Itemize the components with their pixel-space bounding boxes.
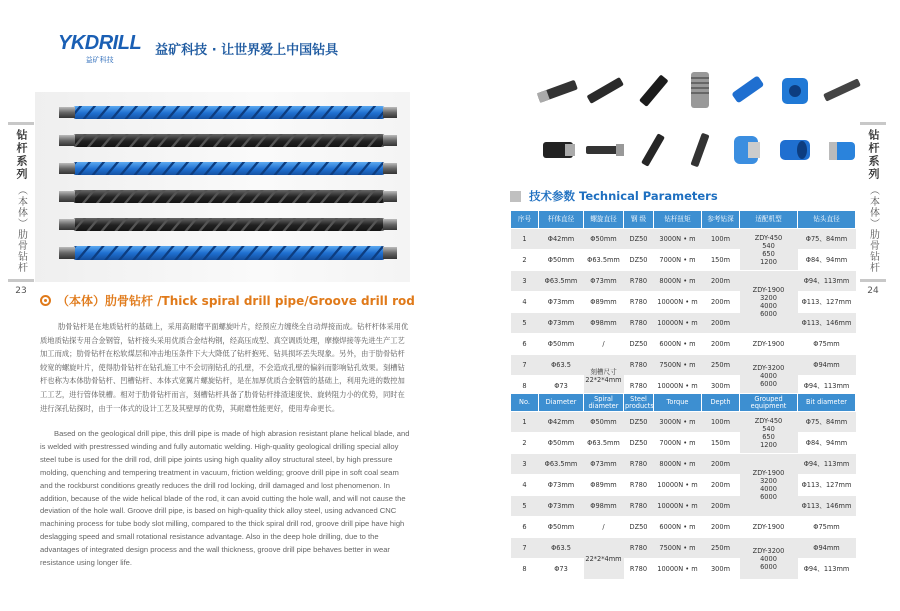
table-cell: 100m: [702, 412, 740, 433]
table-cell: DZ50: [624, 334, 654, 355]
table-cell: R780: [624, 313, 654, 334]
table-cell: 200m: [702, 313, 740, 334]
table-cell: 200m: [702, 454, 740, 475]
table-body: [511, 229, 856, 397]
table-row: [511, 496, 856, 517]
table-row: [511, 454, 856, 475]
table-cell: 7500N • m: [654, 355, 702, 376]
table-cell: 3: [511, 454, 539, 475]
table-cell: 4: [511, 475, 539, 496]
table-cell: Φ94、113mm: [798, 454, 856, 475]
blue-sleeve-thumbnail: [819, 128, 865, 172]
column-header: Torque: [654, 394, 702, 412]
table-cell: R780: [624, 538, 654, 559]
table-cell: 7: [511, 538, 539, 559]
steel-rod-thumbnail: [819, 68, 865, 112]
table-cell: 10000N • m: [654, 376, 702, 397]
black-coupling-thumbnail: [535, 128, 581, 172]
table-row: [511, 313, 856, 334]
column-header: 适配机型: [740, 211, 798, 229]
rig-model-cell: ZDY-1900: [740, 334, 798, 355]
groove-size-cell: 刻槽尺寸 22*2*4mm: [584, 355, 624, 397]
column-header: 参考钻深: [702, 211, 740, 229]
table-cell: Φ73mm: [539, 292, 584, 313]
table-cell: 10000N • m: [654, 313, 702, 334]
groove-size-cell: 22*2*4mm: [584, 538, 624, 580]
left-side-tab: [8, 122, 34, 296]
table-cell: 3000N • m: [654, 412, 702, 433]
table-cell: 100m: [702, 229, 740, 250]
table-row: [511, 334, 856, 355]
table-cell: Φ50mm: [539, 250, 584, 271]
rig-model-cell: ZDY-3200 4000 6000: [740, 355, 798, 397]
table-cell: 5: [511, 496, 539, 517]
table-body: [511, 412, 856, 580]
table-cell: DZ50: [624, 433, 654, 454]
table-cell: 2: [511, 433, 539, 454]
product-thumbnails-row-1: [535, 68, 865, 112]
drill-pipes-illustration: [35, 92, 410, 282]
thread-joint-thumbnail: [677, 68, 723, 112]
table-cell: Φ63.5: [539, 355, 584, 376]
series-label: 钻杆系列: [15, 129, 28, 181]
table-cell: 7000N • m: [654, 433, 702, 454]
table-cell: 6000N • m: [654, 334, 702, 355]
table-cell: 200m: [702, 475, 740, 496]
table-cell: R780: [624, 475, 654, 496]
rod-end-thumbnail: [582, 128, 628, 172]
table-cell: 10000N • m: [654, 475, 702, 496]
table-cell: R780: [624, 376, 654, 397]
table-cell: 150m: [702, 250, 740, 271]
table-cell: Φ94、113mm: [798, 376, 856, 397]
spec-table-english: [510, 393, 856, 580]
short-rod-thumbnail: [677, 128, 723, 172]
logo-sub: 益矿科技: [85, 56, 114, 64]
table-cell: Φ42mm: [539, 229, 584, 250]
table-row: [511, 412, 856, 433]
table-cell: R780: [624, 454, 654, 475]
table-cell: R780: [624, 271, 654, 292]
table-cell: 8000N • m: [654, 271, 702, 292]
table-row: [511, 559, 856, 580]
table-cell: 150m: [702, 433, 740, 454]
column-header: Steel products: [625, 394, 654, 410]
rig-model-cell: ZDY-450 540 650 1200: [740, 412, 798, 454]
table-cell: 200m: [702, 334, 740, 355]
description-english: Based on the geological drill pipe, this drill pipe is made of high abrasion resistant plane helical blade, and is welded with prestressed winding and fully automatic welding. High-quality geological drilling special alloy steel tube is used for the drill rod, drill pipe joints using high quality alloy structural steel, by high pressure molding, quenching and tempering treatment in vacuum, friction welding; groove drill pipe in soft coal seam and the rockburst conditions greatly reduces the drill rod locking, drill damaged and lost phenomenon. In addition, because of the wide helical blade of the rod, it can avoid cutting the hole wall, and will not cause the deviation of the hole wall. Groove drill pipe, is based on high-quality thick alloy steel, using advanced CNC machining process for tube body slot milling, compared to the thick spiral drill rod, groove drill pipe have high deslagging speed and small rotational resistance advantage. Also in the deep hole drilling, due to the advantages of integrated design process and the wall thickness, groove drill pipe behaves better in wear resistance using longer life.: [40, 429, 410, 568]
table-cell: Φ63.5mm: [539, 271, 584, 292]
table-cell: 200m: [702, 271, 740, 292]
series-label: 钻杆系列: [867, 129, 880, 181]
product-title: （本体）肋骨钻杆 /Thick spiral drill pipe/Groove drill rod: [57, 294, 415, 308]
table-cell: Φ98mm: [584, 313, 624, 334]
table-cell: Φ84、94mm: [798, 433, 856, 454]
column-header: Diameter: [539, 394, 584, 412]
table-cell: DZ50: [624, 250, 654, 271]
table-cell: Φ63.5mm: [539, 454, 584, 475]
brand-logo: [58, 32, 338, 65]
table-cell: 10000N • m: [654, 292, 702, 313]
table-header-row: [511, 211, 856, 229]
table-cell: Φ94、113mm: [798, 271, 856, 292]
table-cell: 200m: [702, 292, 740, 313]
table-cell: Φ73: [539, 376, 584, 397]
column-header: 螺旋直径: [584, 211, 624, 229]
table-cell: Φ94mm: [798, 355, 856, 376]
table-cell: Φ113、146mm: [798, 313, 856, 334]
table-cell: Φ50mm: [539, 334, 584, 355]
drill-rod-thumbnail-2: [582, 68, 628, 112]
rig-model-cell: ZDY-1900: [740, 517, 798, 538]
table-cell: Φ98mm: [584, 496, 624, 517]
table-cell: 3: [511, 271, 539, 292]
table-cell: 10000N • m: [654, 496, 702, 517]
table-cell: Φ75mm: [798, 334, 856, 355]
page-number: 23: [15, 286, 27, 296]
column-header: Grouped equipment: [740, 394, 798, 412]
table-cell: Φ63.5mm: [584, 250, 624, 271]
table-cell: 200m: [702, 517, 740, 538]
rig-model-cell: ZDY-1900 3200 4000 6000: [740, 271, 798, 334]
target-icon: [40, 295, 51, 306]
column-header: No.: [511, 394, 539, 412]
heading-square-icon: [510, 191, 521, 202]
table-row: [511, 433, 856, 454]
table-cell: 8: [511, 376, 539, 397]
table-cell: Φ113、127mm: [798, 292, 856, 313]
table-cell: Φ89mm: [584, 292, 624, 313]
table-row: [511, 475, 856, 496]
description-chinese: 肋骨钻杆是在地质钻杆的基础上，采用高耐磨平面螺旋叶片，经预应力缠绕全自动焊接而成。钻杆杆体采用优质地质钻探专用合金钢管，钻杆接头采用优质合金结构钢，经高压成型、真空调质处理，摩擦焊接等先进生产工艺加工而成；肋骨钻杆在松软煤层和冲击地压条件下大大降低了钻杆抱死、钻具损坏丢失现象。另外，由于肋骨钻杆较宽的螺旋叶片，使得肋骨钻杆在钻孔施工中不会切削钻孔的孔壁，不会造成孔壁的偏斜而影响钻孔效果。刻槽钻杆也称为本体肋骨钻杆、凹槽钻杆、本体式宽翼片螺旋钻杆，是在加厚优质合金钢管的基础上，利用先进的数控加工工艺，进行管体铣槽。相对于肋骨钻杆而言，刻槽钻杆具备了肋骨钻杆排渣速度快、旋转阻力小的优势，同时在进行深孔钻探时，由于一体式的设计工艺及其壁厚的优势，其耐磨性能更好，使用寿命更长。: [40, 322, 409, 413]
long-rod-thumbnail: [630, 128, 676, 172]
technical-parameters-title: 技术参数 Technical Parameters: [529, 189, 718, 203]
table-cell: 1: [511, 229, 539, 250]
table-row: [511, 229, 856, 250]
table-cell: 3000N • m: [654, 229, 702, 250]
table-cell: DZ50: [624, 517, 654, 538]
table-cell: Φ63.5mm: [584, 433, 624, 454]
table-cell: 6: [511, 517, 539, 538]
brand-slogan: 益矿科技 · 让世界爱上中国钻具: [155, 43, 339, 58]
drill-rod-thumbnail-3: [630, 68, 676, 112]
column-header: Bit diameter: [798, 394, 856, 412]
product-heading: [40, 292, 415, 309]
table-cell: 200m: [702, 496, 740, 517]
drill-pipe-photo: [35, 92, 410, 282]
table-row: [511, 355, 856, 376]
table-cell: Φ89mm: [584, 475, 624, 496]
rig-model-cell: ZDY-3200 4000 6000: [740, 538, 798, 580]
series-sub-label: （本体）肋骨钻杆: [15, 185, 27, 273]
table-cell: 2: [511, 250, 539, 271]
table-cell: Φ50mm: [584, 412, 624, 433]
table-cell: Φ50mm: [539, 433, 584, 454]
column-header: Spiral diameter: [584, 394, 624, 412]
table-cell: Φ73mm: [539, 496, 584, 517]
table-cell: R780: [624, 355, 654, 376]
table-cell: 7000N • m: [654, 250, 702, 271]
technical-parameters-heading: [510, 188, 718, 204]
table-cell: Φ75mm: [798, 517, 856, 538]
table-cell: 1: [511, 412, 539, 433]
table-cell: Φ94mm: [798, 538, 856, 559]
table-cell: Φ73mm: [539, 313, 584, 334]
table-cell: R780: [624, 559, 654, 580]
logo-mark: YKDRILL: [58, 32, 142, 54]
table-cell: Φ42mm: [539, 412, 584, 433]
table-cell: Φ73mm: [539, 475, 584, 496]
table-cell: 300m: [702, 559, 740, 580]
table-row: [511, 538, 856, 559]
table-cell: DZ50: [624, 412, 654, 433]
table-cell: Φ75、84mm: [798, 412, 856, 433]
table-cell: 300m: [702, 376, 740, 397]
table-cell: 250m: [702, 355, 740, 376]
table-cell: /: [584, 334, 624, 355]
blue-coupling-thumbnail: [772, 68, 818, 112]
table-cell: 7500N • m: [654, 538, 702, 559]
blue-rod-thumbnail: [724, 68, 770, 112]
column-header: 序号: [511, 211, 539, 229]
table-cell: 7: [511, 355, 539, 376]
blue-spiral-thumbnail: [772, 128, 818, 172]
table-cell: Φ94、113mm: [798, 559, 856, 580]
table-row: [511, 271, 856, 292]
page-number: 24: [867, 286, 879, 296]
table-row: [511, 292, 856, 313]
table-cell: 10000N • m: [654, 559, 702, 580]
table-cell: 8: [511, 559, 539, 580]
drill-rod-thumbnail-1: [535, 68, 581, 112]
right-side-tab: [860, 122, 886, 296]
table-cell: Φ84、94mm: [798, 250, 856, 271]
series-sub-label: （本体）肋骨钻杆: [867, 185, 879, 273]
table-cell: Φ73mm: [584, 454, 624, 475]
table-cell: 6000N • m: [654, 517, 702, 538]
table-cell: Φ113、127mm: [798, 475, 856, 496]
table-cell: Φ73mm: [584, 271, 624, 292]
table-header-row: [511, 394, 856, 412]
table-cell: /: [584, 517, 624, 538]
column-header: 钢 级: [624, 211, 654, 229]
rig-model-cell: ZDY-1900 3200 4000 6000: [740, 454, 798, 517]
table-cell: 4: [511, 292, 539, 313]
table-cell: Φ73: [539, 559, 584, 580]
spec-table-chinese: [510, 210, 856, 397]
table-cell: Φ50mm: [584, 229, 624, 250]
table-cell: DZ50: [624, 229, 654, 250]
table-cell: 5: [511, 313, 539, 334]
column-header: 钻头直径: [798, 211, 856, 229]
column-header: 杆体直径: [539, 211, 584, 229]
rig-model-cell: ZDY-450 540 650 1200: [740, 229, 798, 271]
table-cell: 8000N • m: [654, 454, 702, 475]
column-header: Depth: [702, 394, 740, 412]
table-cell: R780: [624, 496, 654, 517]
product-thumbnails-row-2: [535, 128, 865, 172]
table-row: [511, 517, 856, 538]
column-header: 钻杆扭矩: [654, 211, 702, 229]
table-cell: Φ63.5: [539, 538, 584, 559]
table-cell: Φ50mm: [539, 517, 584, 538]
table-row: [511, 250, 856, 271]
table-cell: R780: [624, 292, 654, 313]
table-cell: Φ75、84mm: [798, 229, 856, 250]
table-cell: 250m: [702, 538, 740, 559]
blue-bit-thumbnail: [724, 128, 770, 172]
table-cell: Φ113、146mm: [798, 496, 856, 517]
table-cell: 6: [511, 334, 539, 355]
